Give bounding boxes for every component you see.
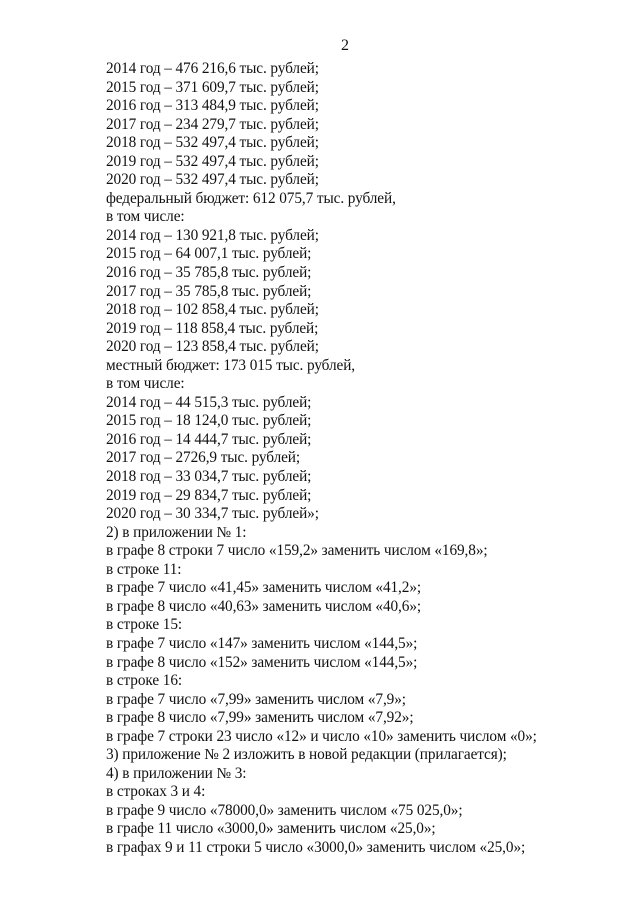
text-line: 2015 год – 18 124,0 тыс. рублей; <box>106 412 312 430</box>
text-line: федеральный бюджет: 612 075,7 тыс. рублей, <box>106 189 396 207</box>
text-line: 2018 год – 33 034,7 тыс. рублей; <box>106 468 312 486</box>
text-line: 2014 год – 44 515,3 тыс. рублей; <box>106 393 312 411</box>
text-line: в том числе: <box>106 375 185 393</box>
text-line: 2020 год – 123 858,4 тыс. рублей; <box>106 338 319 356</box>
text-line: в графе 8 число «7,99» заменить числом «7,92»; <box>106 709 414 727</box>
text-line: 2019 год – 532 497,4 тыс. рублей; <box>106 152 319 170</box>
text-line: 2017 год – 35 785,8 тыс. рублей; <box>106 282 312 300</box>
text-line: 2019 год – 118 858,4 тыс. рублей; <box>106 319 319 337</box>
text-line: 2) в приложении № 1: <box>106 523 247 541</box>
text-line: в графе 9 число «78000,0» заменить числом «75 025,0»; <box>106 801 463 819</box>
text-line: 2016 год – 35 785,8 тыс. рублей; <box>106 264 312 282</box>
text-line: 2016 год – 313 484,9 тыс. рублей; <box>106 97 319 115</box>
text-line: в графе 7 число «7,99» заменить числом «7,9»; <box>106 690 406 708</box>
text-line: в строке 15: <box>106 616 183 634</box>
text-line: 2015 год – 371 609,7 тыс. рублей; <box>106 78 319 96</box>
text-line: 4) в приложении № 3: <box>106 764 247 782</box>
text-line: в графе 7 строки 23 число «12» и число «10» заменить числом «0»; <box>106 727 537 745</box>
text-line: в графе 8 число «152» заменить числом «144,5»; <box>106 653 418 671</box>
text-line: в графе 8 число «40,63» заменить числом «40,6»; <box>106 597 422 615</box>
text-line: в строке 11: <box>106 560 182 578</box>
text-line: в графе 11 число «3000,0» заменить числом «25,0»; <box>106 820 436 838</box>
text-line: в графе 7 число «41,45» заменить числом «41,2»; <box>106 579 422 597</box>
text-line: 2017 год – 234 279,7 тыс. рублей; <box>106 115 319 133</box>
text-line: 2019 год – 29 834,7 тыс. рублей; <box>106 486 312 504</box>
text-line: в строках 3 и 4: <box>106 783 206 801</box>
text-line: 3) приложение № 2 изложить в новой редакции (прилагается); <box>106 746 507 764</box>
text-line: 2020 год – 532 497,4 тыс. рублей; <box>106 171 319 189</box>
document-body <box>106 60 626 858</box>
text-line: в том числе: <box>106 208 185 226</box>
text-line: в графе 8 строки 7 число «159,2» заменить числом «169,8»; <box>106 542 488 560</box>
text-line: 2015 год – 64 007,1 тыс. рублей; <box>106 245 312 263</box>
text-line: в графах 9 и 11 строки 5 число «3000,0» заменить числом «25,0»; <box>106 838 526 856</box>
text-line: 2018 год – 532 497,4 тыс. рублей; <box>106 134 319 152</box>
text-line: 2020 год – 30 334,7 тыс. рублей»; <box>106 505 319 523</box>
text-line: 2017 год – 2726,9 тыс. рублей; <box>106 449 301 467</box>
text-line: 2018 год – 102 858,4 тыс. рублей; <box>106 301 319 319</box>
page-number: 2 <box>341 37 349 54</box>
text-line: в строке 16: <box>106 672 183 690</box>
text-line: 2016 год – 14 444,7 тыс. рублей; <box>106 430 312 448</box>
text-line: местный бюджет: 173 015 тыс. рублей, <box>106 356 356 374</box>
text-line: в графе 7 число «147» заменить числом «144,5»; <box>106 634 418 652</box>
text-line: 2014 год – 130 921,8 тыс. рублей; <box>106 226 319 244</box>
text-line: 2014 год – 476 216,6 тыс. рублей; <box>106 60 319 77</box>
